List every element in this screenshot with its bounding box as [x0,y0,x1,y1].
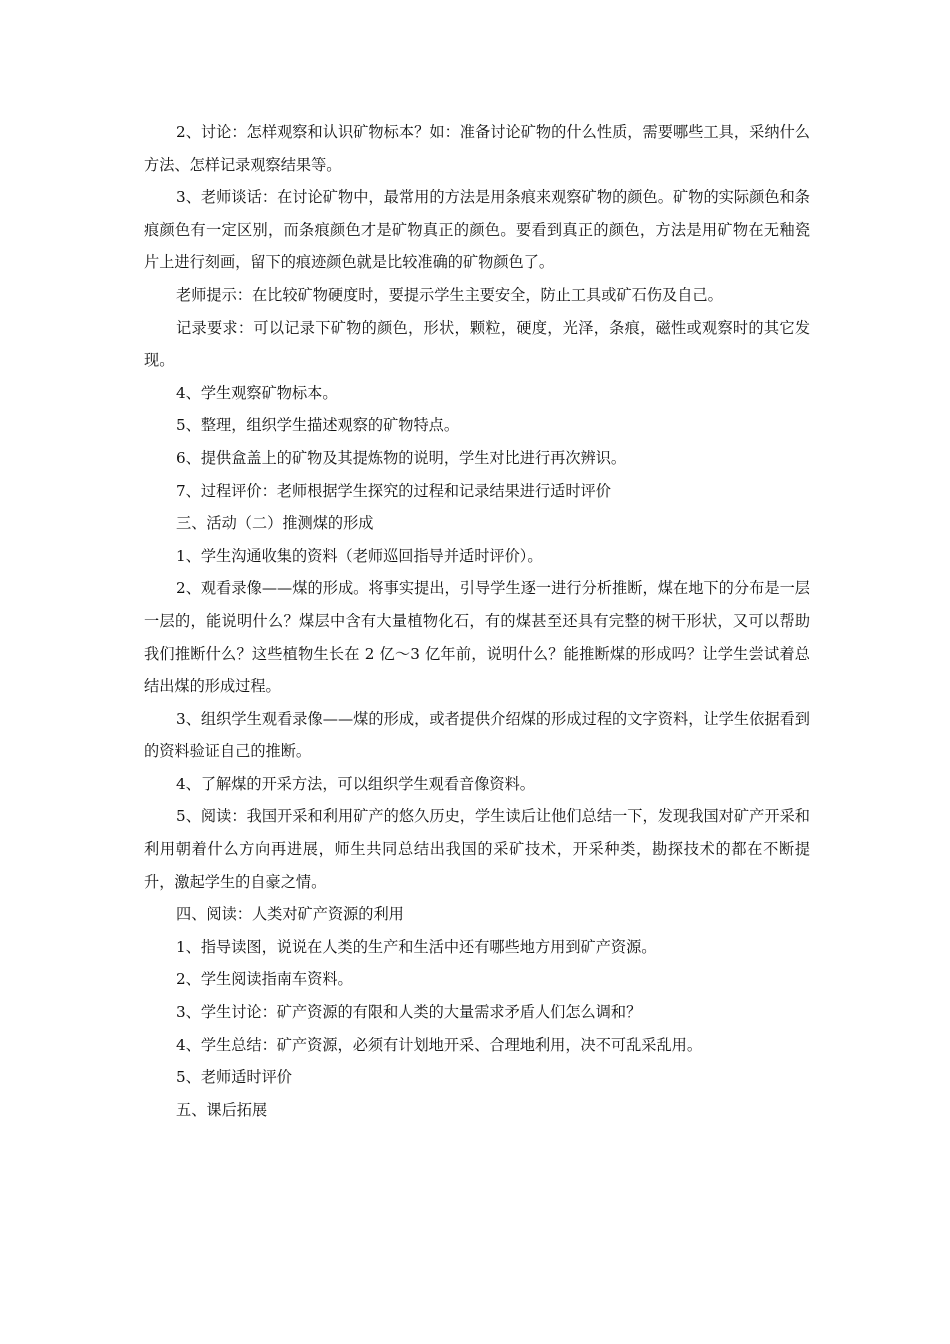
paragraph-read-compass-cart: 2、学生阅读指南车资料。 [176,970,353,989]
paragraph-teacher-evaluation: 5、老师适时评价 [176,1068,292,1087]
document-page [144,116,810,1126]
section-heading-activity-2: 三、活动（二）推测煤的形成 [176,514,374,533]
paragraph-process-evaluation: 7、过程评价：老师根据学生探究的过程和记录结果进行适时评价 [176,481,611,500]
paragraph-observe-specimens: 4、学生观察矿物标本。 [176,383,338,402]
paragraph-watch-video-verify: 3、组织学生观看录像——煤的形成，或者提供介绍煤的形成过程的文字资料，让学生依据看到的资料验证自己的推断。 [144,709,810,761]
paragraph-summary-resources: 4、学生总结：矿产资源，必须有计划地开采、合理地利用，决不可乱采乱用。 [176,1035,703,1054]
section-heading-extension: 五、课后拓展 [176,1100,268,1119]
paragraph-guide-reading-map: 1、指导读图，说说在人类的生产和生活中还有哪些地方用到矿产资源。 [176,937,657,956]
paragraph-watch-video-infer: 2、观看录像——煤的形成。将事实提出，引导学生逐一进行分析推断，煤在地下的分布是一层一层的，能说明什么？煤层中含有大量植物化石，有的煤甚至还具有完整的树干形状，又可以帮助我们推断什么？这些植物生长在 2 亿～3 亿年前，说明什么？能推断煤的形成吗？让学生尝试着总结出煤的形成过程。 [144,579,810,696]
section-heading-reading: 四、阅读：人类对矿产资源的利用 [176,905,404,924]
paragraph-teacher-talk-streak: 3、老师谈话：在讨论矿物中，最常用的方法是用条痕来观察矿物的颜色。矿物的实际颜色和条痕颜色有一定区别，而条痕颜色才是矿物真正的颜色。要看到真正的颜色，方法是用矿物在无釉瓷片上进行刻画，留下的痕迹颜色就是比较准确的矿物颜色了。 [144,188,810,272]
paragraph-organize-describe: 5、整理，组织学生描述观察的矿物特点。 [176,416,460,435]
paragraph-record-requirements: 记录要求：可以记录下矿物的颜色，形状，颗粒，硬度，光泽，条痕，磁性或观察时的其它发现。 [144,318,810,370]
paragraph-lid-description: 6、提供盒盖上的矿物及其提炼物的说明，学生对比进行再次辨识。 [176,448,627,467]
paragraph-share-materials: 1、学生沟通收集的资料（老师巡回指导并适时评价）。 [176,546,543,565]
paragraph-reading-history: 5、阅读：我国开采和利用矿产的悠久历史，学生读后让他们总结一下，发现我国对矿产开采和利用朝着什么方向再进展，师生共同总结出我国的采矿技术，开采种类，勘探技术的都在不断提升，激起学生的自豪之情。 [144,807,810,891]
paragraph-discuss-resources: 3、学生讨论：矿产资源的有限和人类的大量需求矛盾人们怎么调和？ [176,1003,642,1022]
paragraph-teacher-tip-safety: 老师提示：在比较矿物硬度时，要提示学生主要安全，防止工具或矿石伤及自己。 [176,285,723,304]
paragraph-discussion-observe: 2、讨论：怎样观察和认识矿物标本？如：准备讨论矿物的什么性质，需要哪些工具，采纳什么方法、怎样记录观察结果等。 [144,123,810,174]
paragraph-mining-methods: 4、了解煤的开采方法，可以组织学生观看音像资料。 [176,774,535,793]
